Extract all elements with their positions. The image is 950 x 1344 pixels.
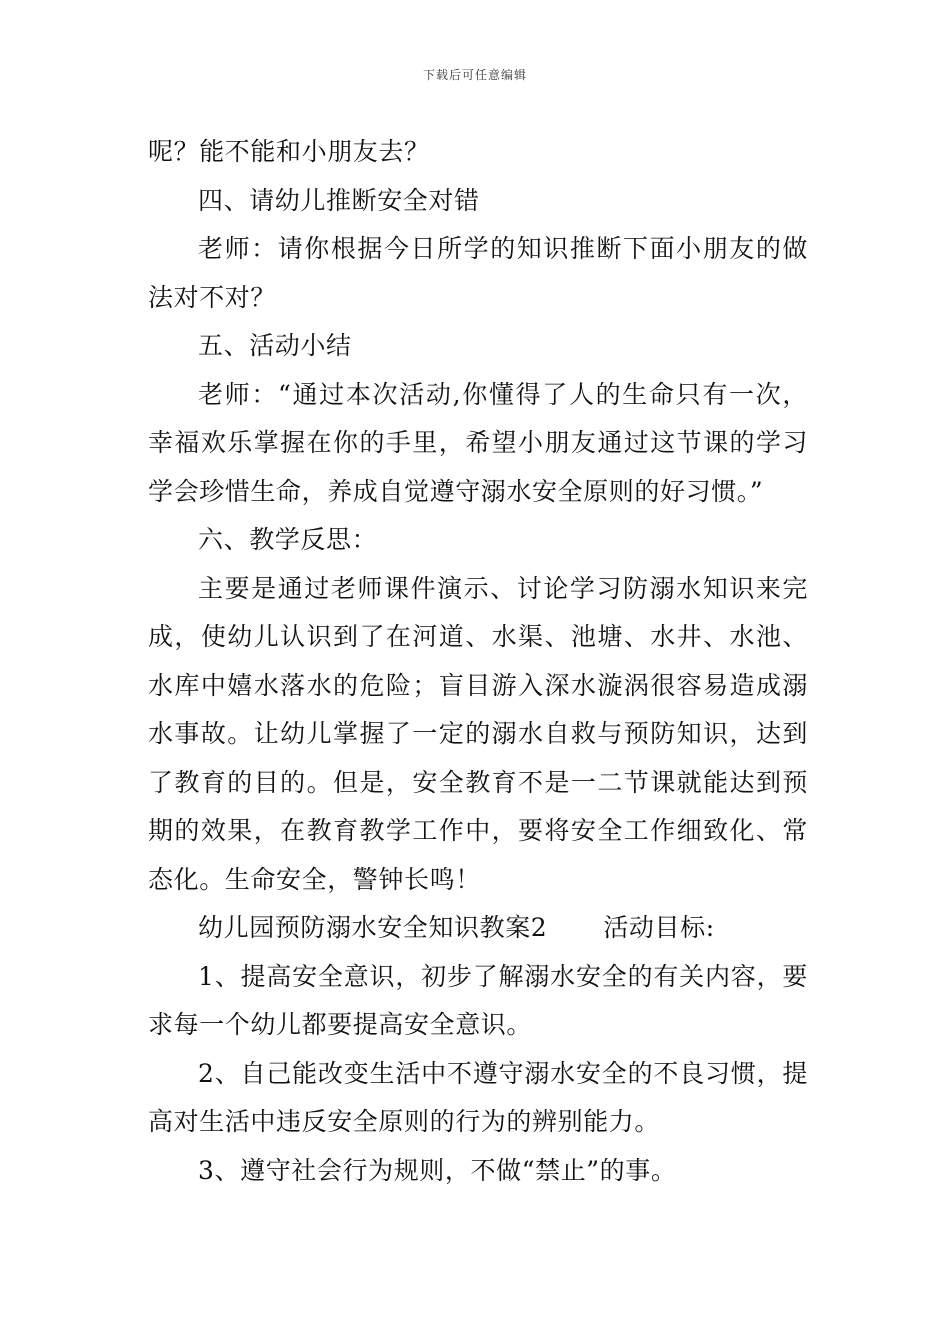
goal-item: 2、自己能改变生活中不遵守溺水安全的不良习惯，提高对生活中违反安全原则的行为的辨别能力。 <box>148 1058 808 1136</box>
section-heading: 四、请幼儿推断安全对错 <box>198 185 480 215</box>
activity-goals-label: 活动目标: <box>603 913 715 942</box>
lesson-title: 幼儿园预防溺水安全知识教案2 <box>198 913 548 942</box>
document-body <box>148 128 808 1195</box>
section-heading: 五、活动小结 <box>198 331 352 360</box>
page-header: 下载后可任意编辑 <box>422 68 527 82</box>
goal-item: 1、提高安全意识，初步了解溺水安全的有关内容，要求每一个幼儿都要提高安全意识。 <box>148 961 808 1039</box>
paragraph: 呢？能不能和小朋友去？ <box>148 137 430 166</box>
section-heading: 六、教学反思： <box>198 525 378 554</box>
paragraph: 主要是通过老师课件演示、讨论学习防溺水知识来完成，使幼儿认识到了在河道、水渠、池塘、水井、水池、水库中嬉水落水的危险；盲目游入深水漩涡很容易造成溺水事故。让幼儿掌握了一定的溺水自救与预防知识，达到了教育的目的。但是，安全教育不是一二节课就能达到预期的效果，在教育教学工作中，要将安全工作细致化、常态化。生命安全，警钟长鸣！ <box>148 573 808 894</box>
paragraph: 老师：请你根据今日所学的知识推断下面小朋友的做法对不对？ <box>148 234 808 312</box>
goal-item: 3、遵守社会行为规则，不做“禁止”的事。 <box>198 1155 677 1185</box>
paragraph: 老师：“通过本次活动,你懂得了人的生命只有一次，幸福欢乐掌握在你的手里，希望小朋友通过这节课的学习学会珍惜生命，养成自觉遵守溺水安全原则的好习惯。” <box>148 379 808 506</box>
lesson-title-line <box>148 904 808 953</box>
